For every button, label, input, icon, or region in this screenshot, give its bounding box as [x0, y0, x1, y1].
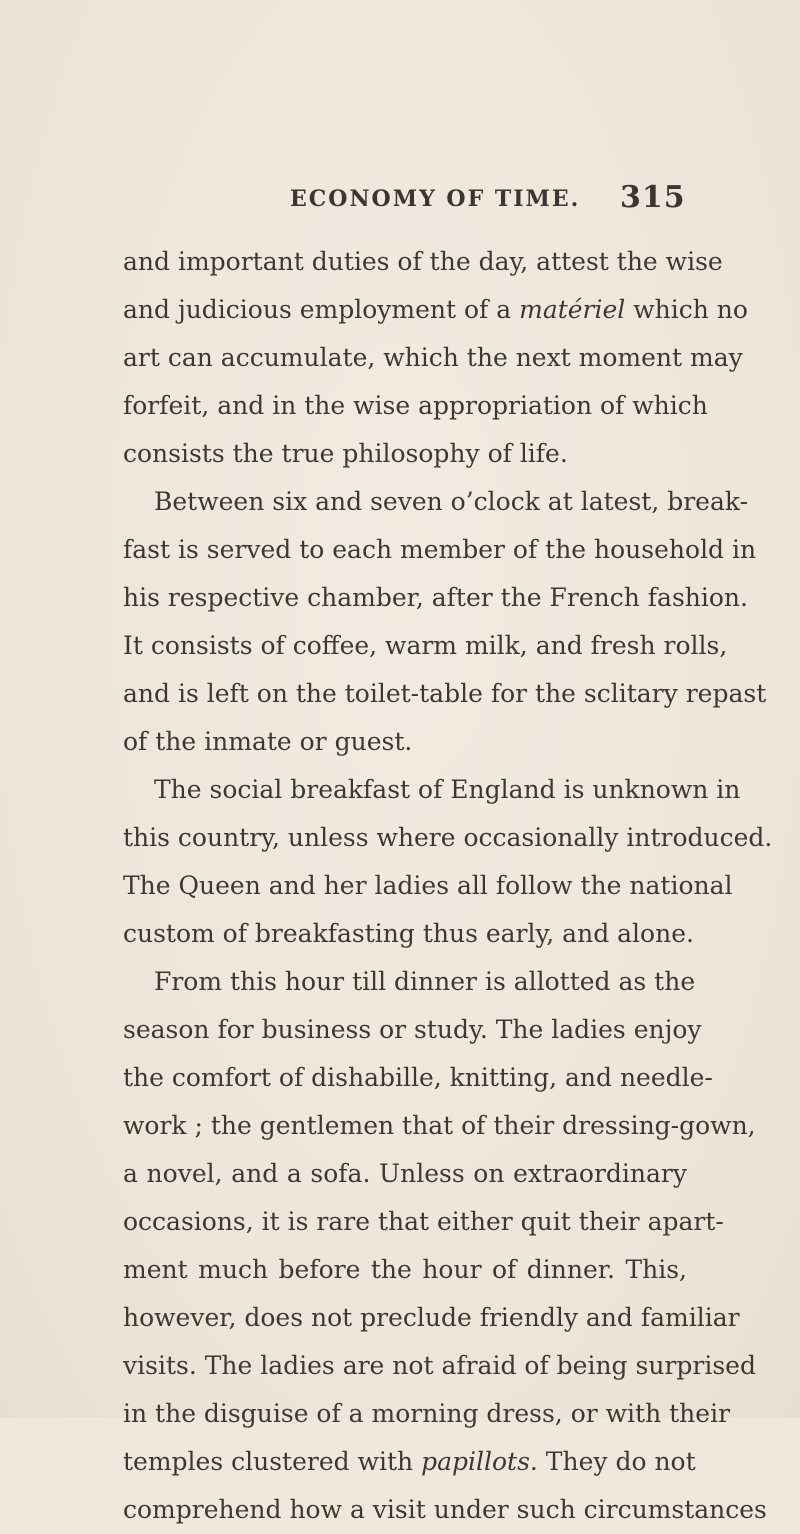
text-run: a novel, and a sofa. Unless on extraordinary [123, 1159, 687, 1188]
text-run: The social breakfast of England is unknown in [154, 775, 741, 804]
text-line [123, 1198, 724, 1246]
text-line [123, 718, 687, 766]
paragraph [123, 766, 773, 958]
text-run: The Queen and her ladies all follow the national [123, 871, 733, 900]
text-run: which no [625, 295, 748, 324]
text-line [123, 1006, 702, 1054]
text-run: art can accumulate, which the next moment may [123, 343, 743, 372]
text-line [123, 622, 728, 670]
text-run: and important duties of the day, attest the wise [123, 247, 723, 276]
text-run: occasions, it is rare that either quit their apart- [123, 1207, 724, 1236]
text-line [123, 766, 741, 814]
text-run: consists the true philosophy of life. [123, 439, 568, 468]
text-line [123, 1486, 767, 1534]
paragraph [123, 958, 767, 1534]
text-run: and judicious employment of a [123, 295, 520, 324]
text-line [123, 1150, 687, 1198]
text-run: temples clustered with [123, 1447, 422, 1476]
text-line [123, 814, 773, 862]
text-run: the comfort of dishabille, knitting, and needle- [123, 1063, 713, 1092]
running-head [0, 180, 800, 226]
text-line [123, 478, 749, 526]
text-run: They do not [537, 1447, 696, 1476]
text-line [123, 526, 757, 574]
text-run: From this hour till dinner is allotted as the [154, 967, 696, 996]
text-line [123, 286, 748, 334]
text-run: visits. The ladies are not afraid of being surprised [123, 1351, 756, 1380]
text-line [123, 1246, 687, 1294]
text-line [123, 1390, 731, 1438]
text-line [123, 670, 767, 718]
text-line [123, 1054, 713, 1102]
text-run: work ; the gentlemen that of their dressing-gown, [123, 1111, 756, 1140]
running-title: ECONOMY OF TIME. [290, 186, 581, 212]
body-text [123, 238, 773, 1534]
text-run: Between six and seven o’clock at latest, break- [154, 487, 749, 516]
text-line [123, 382, 708, 430]
text-line [123, 862, 733, 910]
text-run: custom of breakfasting thus early, and alone. [123, 919, 694, 948]
text-run: season for business or study. The ladies enjoy [123, 1015, 702, 1044]
text-run: of the inmate or guest. [123, 727, 413, 756]
text-line [123, 574, 748, 622]
italic-run: matériel [519, 295, 626, 324]
text-line [123, 1438, 696, 1486]
text-run: and is left on the toilet-table for the sclitary repast [123, 679, 767, 708]
italic-run: papillots. [421, 1447, 538, 1476]
text-line [123, 238, 723, 286]
paragraph [123, 478, 767, 766]
text-run: ment much before the hour of dinner. This, [123, 1255, 687, 1284]
text-run: this country, unless where occasionally introduced. [123, 823, 773, 852]
text-run: in the disguise of a morning dress, or with their [123, 1399, 731, 1428]
text-line [123, 1294, 740, 1342]
text-line [123, 1102, 756, 1150]
text-line [123, 958, 696, 1006]
text-run: forfeit, and in the wise appropriation of which [123, 391, 708, 420]
text-run: comprehend how a visit under such circumstances [123, 1495, 767, 1524]
text-run: however, does not preclude friendly and familiar [123, 1303, 740, 1332]
text-line [123, 910, 694, 958]
text-line [123, 1342, 756, 1390]
page-number: 315 [620, 180, 686, 215]
text-line [123, 334, 743, 382]
text-line [123, 430, 687, 478]
text-run: fast is served to each member of the household in [123, 535, 757, 564]
text-run: It consists of coffee, warm milk, and fresh rolls, [123, 631, 728, 660]
text-run: his respective chamber, after the French fashion. [123, 583, 748, 612]
paragraph [123, 238, 748, 478]
